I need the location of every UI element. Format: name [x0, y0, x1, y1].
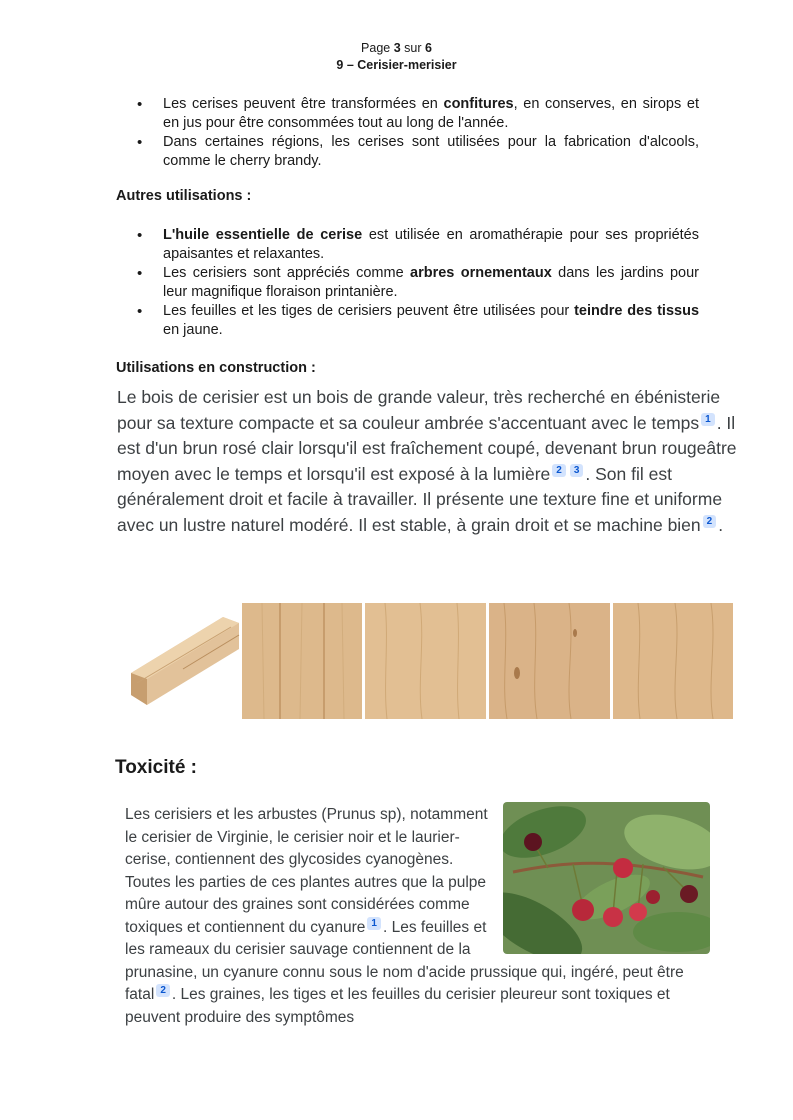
list-item: • Dans certaines régions, les cerises sont utilisées pour la fabrication d'alcools, comme le cherry brandy.	[137, 133, 699, 171]
construction-heading: Utilisations en construction :	[116, 360, 316, 376]
list-item: • Les cerises peuvent être transformées en confitures, en conserves, en sirops et en jus pour être consommées tout au long de l'année.	[137, 95, 699, 133]
citation-badge[interactable]: 2	[552, 464, 566, 477]
citation-badge[interactable]: 2	[156, 984, 170, 997]
citation-badge[interactable]: 2	[703, 515, 717, 528]
list-item: • Les cerisiers sont appréciés comme arbres ornementaux dans les jardins pour leur magnifique floraison printanière.	[137, 264, 699, 302]
page-header	[0, 40, 793, 74]
other-uses-list	[137, 226, 699, 340]
cherry-branch-image	[503, 802, 710, 954]
construction-paragraph: Le bois de cerisier est un bois de grande valeur, très recherché en ébénisterie pour sa texture compacte et sa couleur ambrée s'accentuant avec le temps $^1$ . Il est d'un brun rosé clair lorsqu'il est fraîchement coupé, devenant brun rougeâtre moyen avec le temps et lorsqu'il est exposé à la lumière $^2$ $^3$ . Son fil est généralement droit et facile à travailler. Il présente une texture fine et uniforme avec un lustre naturel modéré. Il est stable, à grain droit et se machine bien $^2$ .	[117, 387, 737, 535]
uses-list	[137, 95, 699, 171]
toxicity-paragraph: Les cerisiers et les arbustes (Prunus sp), notamment le cerisier de Virginie, le cerisier noir et le laurier-cerise, contiennent des glycosides cyanogènes. Toutes les parties de ces plantes autres que la pulpe mûre autour des graines sont considérées comme toxiques et contiennent du cyanure $^1$ . Les feuilles et les rameaux du cerisier sauvage contiennent de la prunasine, un cyanure connu sous le nom d'acide prussique qui, ingéré, peut être fatal $^2$ . Les graines, les tiges et les feuilles du cerisier pleureur sont toxiques et peuvent produire des symptômes	[125, 804, 710, 1029]
toxicity-heading: Toxicité :	[115, 757, 197, 778]
other-uses-heading: Autres utilisations :	[116, 188, 252, 204]
wood-sample-image	[489, 603, 610, 719]
wood-sample-image	[613, 603, 733, 719]
wood-planks-image	[123, 603, 240, 719]
wood-sample-image	[365, 603, 486, 719]
citation-badge[interactable]: 1	[367, 917, 381, 930]
citation-badge[interactable]: 3	[570, 464, 584, 477]
list-item: • L'huile essentielle de cerise est utilisée en aromathérapie pour ses propriétés apaisantes et relaxantes.	[137, 226, 699, 264]
citation-badge[interactable]: 1	[701, 413, 715, 426]
list-item: • Les feuilles et les tiges de cerisiers peuvent être utilisées pour teindre des tissus en jaune.	[137, 302, 699, 340]
page-counter: Page 3 sur 6	[361, 41, 432, 55]
wood-sample-image	[242, 603, 362, 719]
section-title: 9 – Cerisier-merisier	[336, 58, 457, 72]
